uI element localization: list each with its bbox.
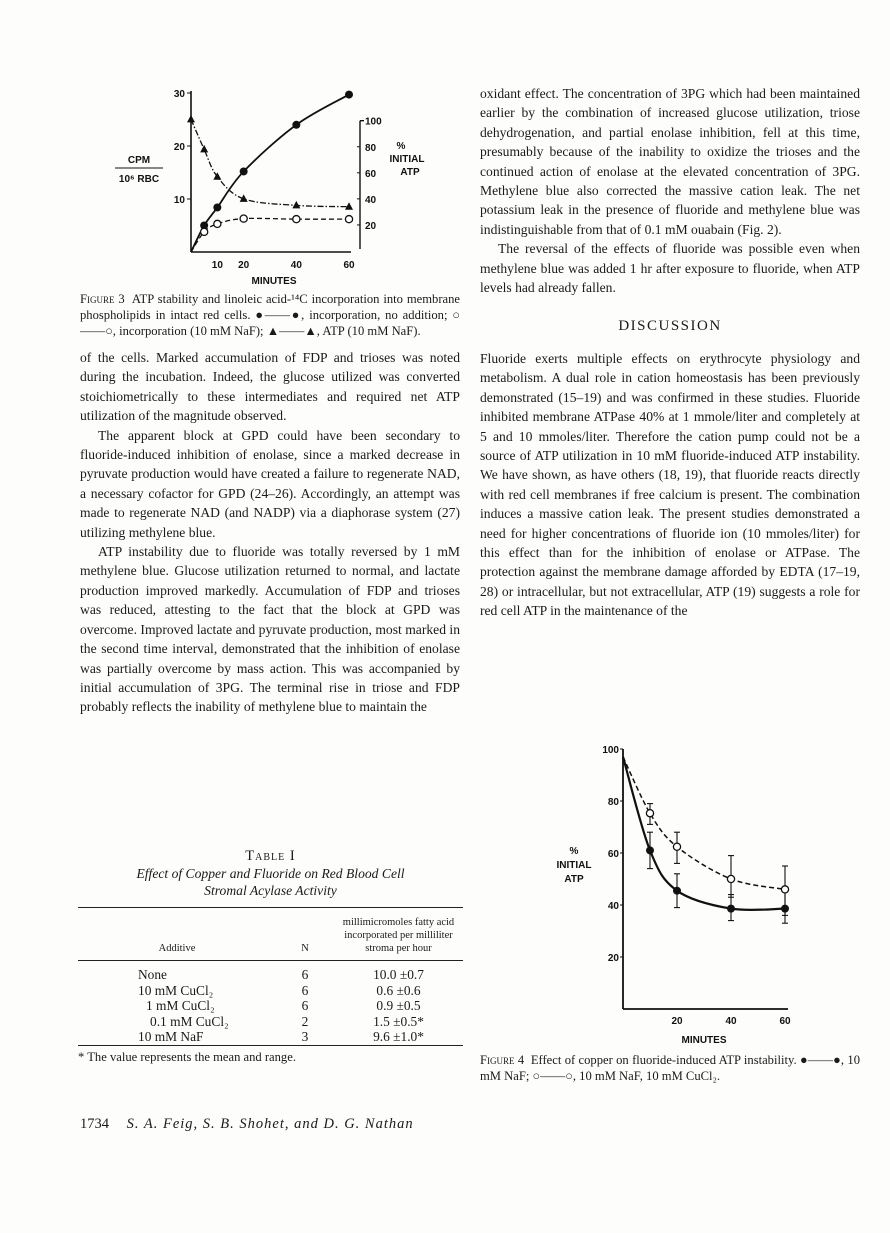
additive-cell: None	[138, 967, 168, 982]
table-row	[78, 1014, 463, 1030]
n-cell: 3	[301, 1029, 309, 1044]
data-point	[646, 846, 654, 854]
data-point	[727, 875, 734, 882]
table-row	[78, 1029, 463, 1045]
x-tick-label: 40	[725, 1016, 737, 1027]
value-cell: 0.9 ±0.5	[376, 998, 421, 1013]
data-point	[345, 216, 352, 223]
data-point	[673, 887, 681, 895]
value-cell: 1.5 ±0.5*	[373, 1013, 424, 1029]
data-point	[345, 202, 353, 210]
y2-tick-label: 20	[365, 220, 377, 232]
series-line	[623, 757, 785, 910]
additive-cell: 1 mM CuCl₂	[146, 998, 215, 1013]
caption-label: Figure 3	[80, 292, 125, 306]
paragraph: Fluoride exerts multiple effects on erythrocyte physiology and metabolism. A dual role in cation homeostasis has been previously demonstrated (15–19) and was confirmed in these studies. Fluoride inhibited membrane ATPase 40% at 1 mmole/liter and completely at 5 and 10 mmoles/liter. Therefore the cation pump could not be a source of ATP utilization in 10 mM fluoride-induced ATP instability. We have shown, as have others (18, 19), that fluoride reacts directly with red cell membranes if free calcium is present. The combination induces a massive cation leak. The present studies demonstrated a need for higher concentrations of fluoride ion (10 mmoles/liter) for this effect than for the inhibition of enolase or ATPase. The protection against the membrane damage afforded by EDTA (17–19, 28) or intracellular, but not extracellular, ATP (19) suggests a role for red cell ATP in the maintenance of the	[480, 350, 860, 619]
acylase-table	[78, 907, 463, 1045]
y-tick-label: 20	[173, 142, 185, 153]
y2-axis-label: %	[396, 141, 406, 152]
left-body-text	[80, 348, 460, 717]
table-title: Effect of Copper and Fluoride on Red Blood Cell	[136, 866, 405, 881]
data-point	[240, 215, 247, 222]
paragraph: of the cells. Marked accumulation of FDP and trioses was noted during the incubation. Indeed, the glucose utilized was converted stoichiometrically to these intermediates and required net ATP utilization of the magnitude observed.	[80, 350, 460, 424]
paragraph: ATP instability due to fluoride was totally reversed by 1 mM methylene blue. Glucose utilization returned to normal, and lactate production improved markedly. Accumulation of FDP and trioses was reduced, attesting to the fact that the block at GPD was overcome. Improved lactate and pyruvate production, most marked in the second time interval, demonstrated that the inhibition of enolase was partially overcome by mass action. This was accompanied by initial accumulation of 3PG. The terminal rise in triose and FDP probably reflects the inability of methylene blue to maintain the	[80, 544, 460, 715]
y-axis-label: 10⁶ RBC	[118, 174, 160, 185]
paragraph: The apparent block at GPD could have been secondary to fluoride-induced inhibition of enolase, since a marked decrease in pyruvate production would have created a failure to regenerate NAD, a necessary cofactor for GPD (24–26). Accordingly, an attempt was made to regenerate NAD (and NADP) via a diaphorase system (27) utilizing methylene blue.	[80, 427, 460, 540]
caption-label: Figure 4	[480, 1053, 525, 1067]
page-footer	[80, 1116, 414, 1133]
data-point	[673, 843, 680, 850]
y2-axis-label: ATP	[400, 167, 420, 178]
y-tick-label: 80	[607, 797, 619, 808]
value-cell: 10.0 ±0.7	[373, 967, 424, 982]
y-tick-label: 100	[602, 745, 619, 756]
x-axis-label: MINUTES	[251, 276, 297, 287]
column-header: Additive	[158, 943, 196, 954]
y-axis-label: CPM	[127, 155, 151, 166]
y-axis-label: %	[569, 846, 579, 857]
table-row	[78, 983, 463, 999]
series-line	[623, 757, 785, 890]
table-row	[78, 961, 463, 983]
y-axis-label: ATP	[564, 874, 584, 885]
value-cell: 0.6 ±0.6	[376, 982, 421, 998]
data-point	[214, 220, 221, 227]
value-cell: 9.6 ±1.0*	[373, 1029, 424, 1044]
right-body-text	[480, 84, 860, 621]
additive-cell: 0.1 mM CuCl₂	[150, 1013, 229, 1029]
y2-tick-label: 100	[365, 116, 382, 128]
y-tick-label: 30	[173, 89, 185, 100]
x-tick-label: 10	[211, 260, 223, 271]
caption-text: ATP stability and linoleic acid-¹⁴C incorporation into membrane phospholipids in intact red cells. ●——●, incorporation, no addition; ○——○, incorporation (10 mM NaF); ▲——▲, ATP (10 mM NaF).	[80, 292, 460, 338]
n-cell: 6	[301, 967, 309, 982]
y2-tick-label: 40	[365, 194, 377, 206]
y2-axis-label: INITIAL	[389, 154, 425, 165]
table-row	[78, 998, 463, 1014]
x-tick-label: 40	[290, 260, 302, 271]
x-tick-label: 20	[671, 1016, 683, 1027]
data-point	[727, 905, 735, 913]
column-header: millimicromoles fatty acid incorporated per milliliter stroma per hour	[342, 917, 455, 954]
table-1	[78, 848, 463, 1065]
y-tick-label: 40	[607, 901, 619, 912]
table-footnote: * The value represents the mean and range.	[78, 1049, 296, 1064]
page-number: 1734	[80, 1116, 109, 1132]
data-point	[240, 167, 248, 175]
x-tick-label: 20	[238, 260, 250, 271]
data-point	[187, 115, 195, 123]
data-point	[646, 810, 653, 817]
figure-3-chart	[95, 80, 425, 287]
table-label: Table I	[245, 848, 296, 864]
data-point	[201, 228, 208, 235]
figure-3-caption	[80, 291, 460, 339]
figure-4-caption	[480, 1052, 860, 1084]
additive-cell: 10 mM CuCl₂	[138, 982, 214, 998]
n-cell: 6	[301, 982, 309, 998]
paragraph: The reversal of the effects of fluoride was possible even when methylene blue was added 1 hr after exposure to fluoride, when ATP levels had already fallen.	[480, 241, 860, 296]
series-line	[191, 119, 349, 206]
y-tick-label: 10	[173, 195, 185, 206]
column-header: N	[301, 943, 309, 954]
x-tick-label: 60	[779, 1016, 791, 1027]
data-point	[293, 216, 300, 223]
x-axis-label: MINUTES	[681, 1035, 727, 1046]
n-cell: 6	[301, 998, 309, 1013]
data-point	[292, 121, 300, 129]
y2-tick-label: 60	[365, 168, 377, 180]
paragraph: oxidant effect. The concentration of 3PG which had been maintained earlier by the combination of increased glucose utilization, triose dehydrogenation, and partial enolase inhibition, fell at this time, presumably because of the inability to oxidize the trioses and the continued action of enolase at the elevated concentration of 3PG. Methylene blue also corrected the massive cation leak. The net potassium leak in the presence of fluoride and methylene blue was indistinguishable from that of 0.1 mM ouabain (Fig. 2).	[480, 86, 860, 237]
caption-text: Effect of copper on fluoride-induced ATP instability. ●——●, 10 mM NaF; ○——○, 10 mM NaF, 10 mM CuCl₂.	[480, 1053, 861, 1083]
data-point	[213, 203, 221, 211]
data-point	[200, 145, 208, 153]
y2-tick-label: 80	[365, 142, 377, 154]
additive-cell: 10 mM NaF	[138, 1029, 204, 1044]
data-point	[345, 91, 353, 99]
y-tick-label: 20	[607, 953, 619, 964]
section-heading: DISCUSSION	[618, 318, 722, 335]
table-title: Stromal Acylase Activity	[204, 883, 337, 898]
y-axis-label: INITIAL	[556, 860, 592, 871]
authors: S. A. Feig, S. B. Shohet, and D. G. Nathan	[126, 1116, 414, 1132]
n-cell: 2	[301, 1013, 309, 1029]
figure-4-chart	[540, 740, 810, 1045]
y-tick-label: 60	[607, 849, 619, 860]
data-point	[292, 201, 300, 209]
data-point	[781, 886, 788, 893]
x-tick-label: 60	[343, 260, 355, 271]
